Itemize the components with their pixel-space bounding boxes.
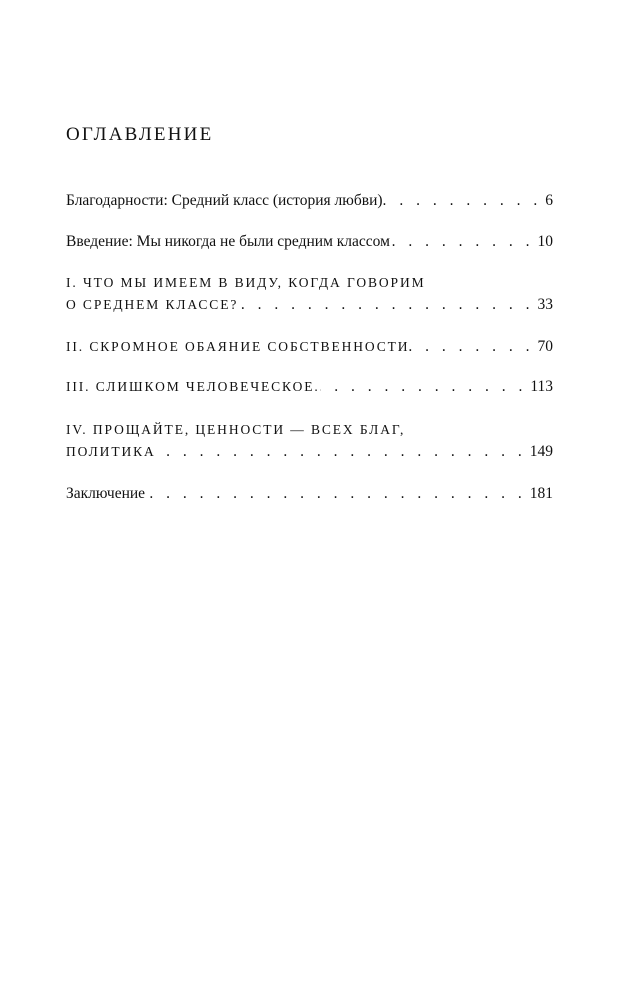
toc-entry-chapter-2 xyxy=(66,336,553,358)
dot-leader xyxy=(386,190,537,212)
toc-entry-chapter-1 xyxy=(66,272,553,316)
dot-leader xyxy=(145,483,522,505)
dot-leader xyxy=(238,294,529,316)
toc-entry-title-continued: О СРЕДНЕМ КЛАССЕ? xyxy=(66,297,239,312)
toc-entry-title: IV. ПРОЩАЙТЕ, ЦЕННОСТИ — ВСЕХ БЛАГ, xyxy=(66,422,406,437)
toc-entry-title: II. СКРОМНОЕ ОБАЯНИЕ СОБСТВЕННОСТИ xyxy=(66,339,410,354)
toc-entry-chapter-4 xyxy=(66,419,553,463)
toc-entry-page: 149 xyxy=(529,443,553,460)
toc-entry-chapter-3 xyxy=(66,376,553,398)
dot-leader xyxy=(409,336,529,358)
toc-entry-title-continued: ПОЛИТИКА xyxy=(66,444,156,459)
toc-entry-title: III. СЛИШКОМ ЧЕЛОВЕЧЕСКОЕ. xyxy=(66,379,320,394)
dot-leader xyxy=(320,376,523,398)
toc-entry-page: 113 xyxy=(530,378,553,395)
toc-entry-title: I. ЧТО МЫ ИМЕЕМ В ВИДУ, КОГДА ГОВОРИМ xyxy=(66,275,426,290)
toc-entry-title: Заключение xyxy=(66,485,146,502)
toc-entry-page: 10 xyxy=(537,233,553,250)
toc-entry-title: Введение: Мы никогда не были средним классом xyxy=(66,233,390,250)
dot-leader xyxy=(390,231,530,253)
toc-heading: ОГЛАВЛЕНИЕ xyxy=(66,124,214,145)
toc-entry-conclusion xyxy=(66,483,553,505)
toc-entry-page: 70 xyxy=(537,338,553,355)
toc-entry-page: 181 xyxy=(529,485,553,502)
toc-entry-acknowledgements xyxy=(66,190,553,212)
dot-leader xyxy=(156,441,522,463)
toc-entry-title: Благодарности: Средний класс (история любви). xyxy=(66,192,387,209)
toc-entry-introduction xyxy=(66,231,553,253)
toc-entry-page: 33 xyxy=(537,296,553,313)
toc-entry-page: 6 xyxy=(545,192,553,209)
